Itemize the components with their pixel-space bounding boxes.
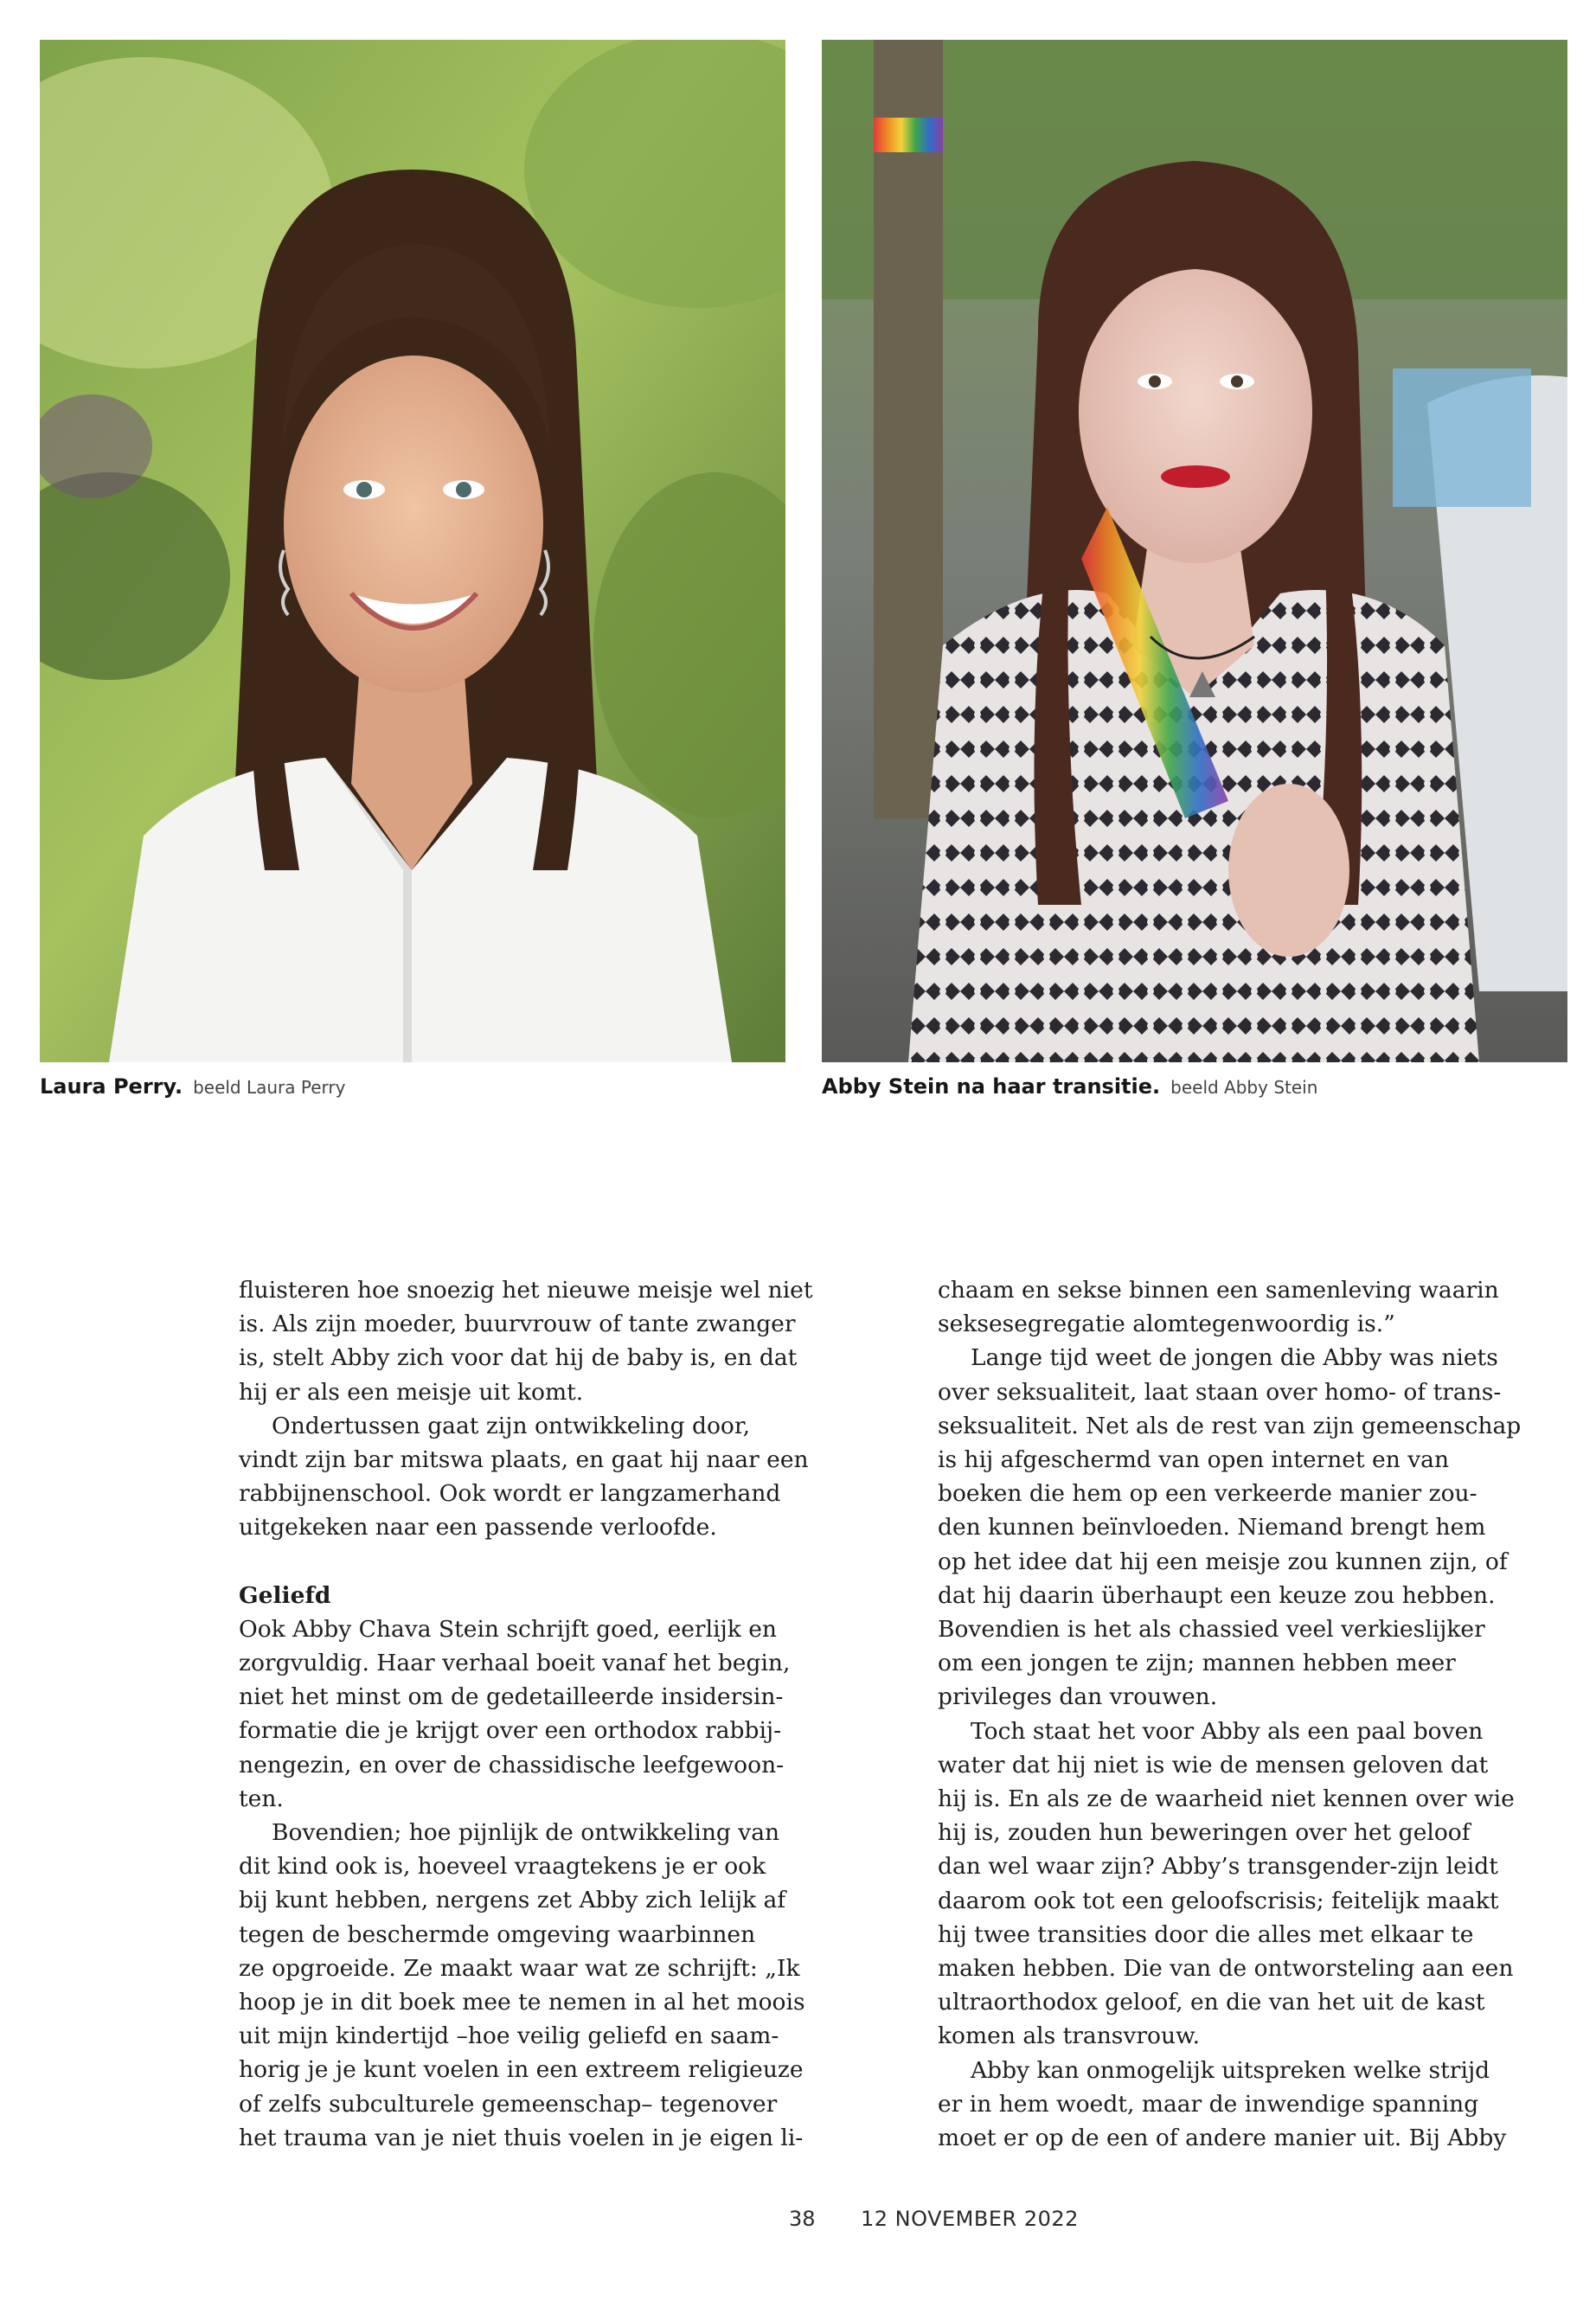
text-line: fluisteren hoe snoezig het nieuwe meisje wel niet bbox=[239, 1277, 813, 1304]
text-line: moet er op de een of andere manier uit. Bij Abby bbox=[938, 2125, 1507, 2152]
text-line: Ondertussen gaat zijn ontwikkeling door, bbox=[272, 1412, 751, 1439]
caption-name: Laura Perry. bbox=[40, 1074, 183, 1099]
text-line: bij kunt hebben, nergens zet Abby zich lelijk af bbox=[239, 1887, 786, 1914]
photo-caption-left bbox=[40, 1074, 345, 1106]
text-line: rabbijnenschool. Ook wordt er langzamerhand bbox=[239, 1480, 781, 1508]
text-line: Ook Abby Chava Stein schrijft goed, eerlijk en bbox=[239, 1615, 777, 1643]
text-line: Abby kan onmogelijk uitspreken welke strijd bbox=[971, 2056, 1490, 2084]
text-line: het trauma van je niet thuis voelen in je eigen li- bbox=[239, 2124, 804, 2151]
text-line: hoop je in dit boek mee te nemen in al het moois bbox=[239, 1989, 805, 2016]
section-heading: Geliefd bbox=[239, 1581, 331, 1609]
paragraph bbox=[239, 1273, 813, 1409]
text-line: privileges dan vrouwen. bbox=[938, 1683, 1218, 1711]
page-number: 38 bbox=[789, 2207, 816, 2231]
text-line: is hij afgeschermd van open internet en van bbox=[938, 1446, 1450, 1474]
text-line: dan wel waar zijn? Abby’s transgender-zijn leidt bbox=[938, 1853, 1498, 1881]
text-line: Toch staat het voor Abby als een paal boven bbox=[971, 1717, 1484, 1745]
text-line: zorgvuldig. Haar verhaal boeit vanaf het begin, bbox=[239, 1650, 791, 1677]
text-line: seksesegregatie alomtegenwoordig is.” bbox=[938, 1311, 1395, 1338]
text-line: vindt zijn bar mitswa plaats, en gaat hij naar een bbox=[239, 1446, 809, 1474]
text-line: is. Als zijn moeder, buurvrouw of tante zwanger bbox=[239, 1311, 796, 1338]
text-line: maken hebben. Die van de ontworsteling aan een bbox=[938, 1955, 1514, 1983]
text-line: chaam en sekse binnen een samenleving waarin bbox=[938, 1277, 1499, 1304]
paragraph bbox=[239, 1612, 792, 1816]
text-line: seksualiteit. Net als de rest van zijn gemeenschap bbox=[938, 1412, 1522, 1439]
text-line: hij twee transities door die alles met elkaar te bbox=[938, 1920, 1474, 1948]
caption-credit: beeld Laura Perry bbox=[193, 1077, 346, 1098]
paragraph bbox=[239, 1409, 809, 1545]
text-line: of zelfs subculturele gemeenschap– tegenover bbox=[239, 2090, 778, 2118]
text-line: hij is, zouden hun beweringen over het geloof bbox=[938, 1819, 1471, 1847]
paragraph bbox=[938, 1715, 1515, 2054]
text-line: dit kind ook is, hoeveel vraagtekens je er ook bbox=[239, 1853, 766, 1881]
portrait-image bbox=[822, 40, 1567, 1062]
text-line: uit mijn kindertijd –hoe veilig geliefd en saam- bbox=[239, 2022, 779, 2050]
paragraph bbox=[239, 1816, 805, 2155]
issue-date: 12 NOVEMBER 2022 bbox=[861, 2207, 1079, 2231]
text-line: Bovendien; hoe pijnlijk de ontwikkeling van bbox=[272, 1819, 780, 1847]
text-line: hij er als een meisje uit komt. bbox=[239, 1378, 584, 1406]
caption-name: Abby Stein na haar transitie. bbox=[822, 1074, 1161, 1099]
text-line: daarom ook tot een geloofscrisis; feitelijk maakt bbox=[938, 1887, 1499, 1914]
text-line: Lange tijd weet de jongen die Abby was niets bbox=[971, 1344, 1498, 1372]
text-line: formatie die je krijgt over een orthodox rabbij- bbox=[239, 1717, 782, 1745]
paragraph bbox=[938, 1341, 1522, 1714]
text-line: nengezin, en over de chassidische leefgewoon- bbox=[239, 1751, 785, 1779]
text-line: horig je je kunt voelen in een extreem religieuze bbox=[239, 2056, 804, 2084]
text-line: komen als transvrouw. bbox=[938, 2022, 1201, 2050]
text-line: water dat hij niet is wie de mensen geloven dat bbox=[938, 1751, 1489, 1779]
article-column-left bbox=[239, 1273, 813, 2155]
text-line: boeken die hem op een verkeerde manier zou- bbox=[938, 1480, 1477, 1508]
text-line: om een jongen te zijn; mannen hebben meer bbox=[938, 1650, 1456, 1677]
text-line: over seksualiteit, laat staan over homo- of trans- bbox=[938, 1378, 1502, 1406]
text-line: ultraorthodox geloof, en die van het uit de kast bbox=[938, 1989, 1485, 2016]
text-line: ze opgroeide. Ze maakt waar wat ze schrijft: „Ik bbox=[239, 1954, 800, 1982]
text-line: op het idee dat hij een meisje zou kunnen zijn, of bbox=[938, 1548, 1508, 1575]
text-line: er in hem woedt, maar de inwendige spanning bbox=[938, 2090, 1479, 2118]
text-line: hij is. En als ze de waarheid niet kennen over wie bbox=[938, 1785, 1515, 1813]
paragraph bbox=[938, 2054, 1507, 2156]
text-line: uitgekeken naar een passende verloofde. bbox=[239, 1514, 717, 1541]
text-line: Bovendien is het als chassied veel verkieslijker bbox=[938, 1616, 1485, 1644]
photo-abby-stein bbox=[822, 40, 1567, 1062]
text-line: dat hij daarin überhaupt een keuze zou hebben. bbox=[938, 1581, 1496, 1609]
text-line: is, stelt Abby zich voor dat hij de baby is, en dat bbox=[239, 1344, 798, 1372]
portrait-image bbox=[40, 40, 785, 1062]
paragraph bbox=[938, 1273, 1499, 1341]
caption-credit: beeld Abby Stein bbox=[1170, 1077, 1318, 1098]
text-line: tegen de beschermde omgeving waarbinnen bbox=[239, 1920, 756, 1948]
text-line: den kunnen beïnvloeden. Niemand brengt hem bbox=[938, 1514, 1486, 1541]
text-line: ten. bbox=[239, 1785, 284, 1812]
article-column-right bbox=[938, 1273, 1522, 2155]
text-line: niet het minst om de gedetailleerde insidersin- bbox=[239, 1683, 784, 1711]
photo-laura-perry bbox=[40, 40, 785, 1062]
photo-caption-right bbox=[822, 1074, 1317, 1106]
